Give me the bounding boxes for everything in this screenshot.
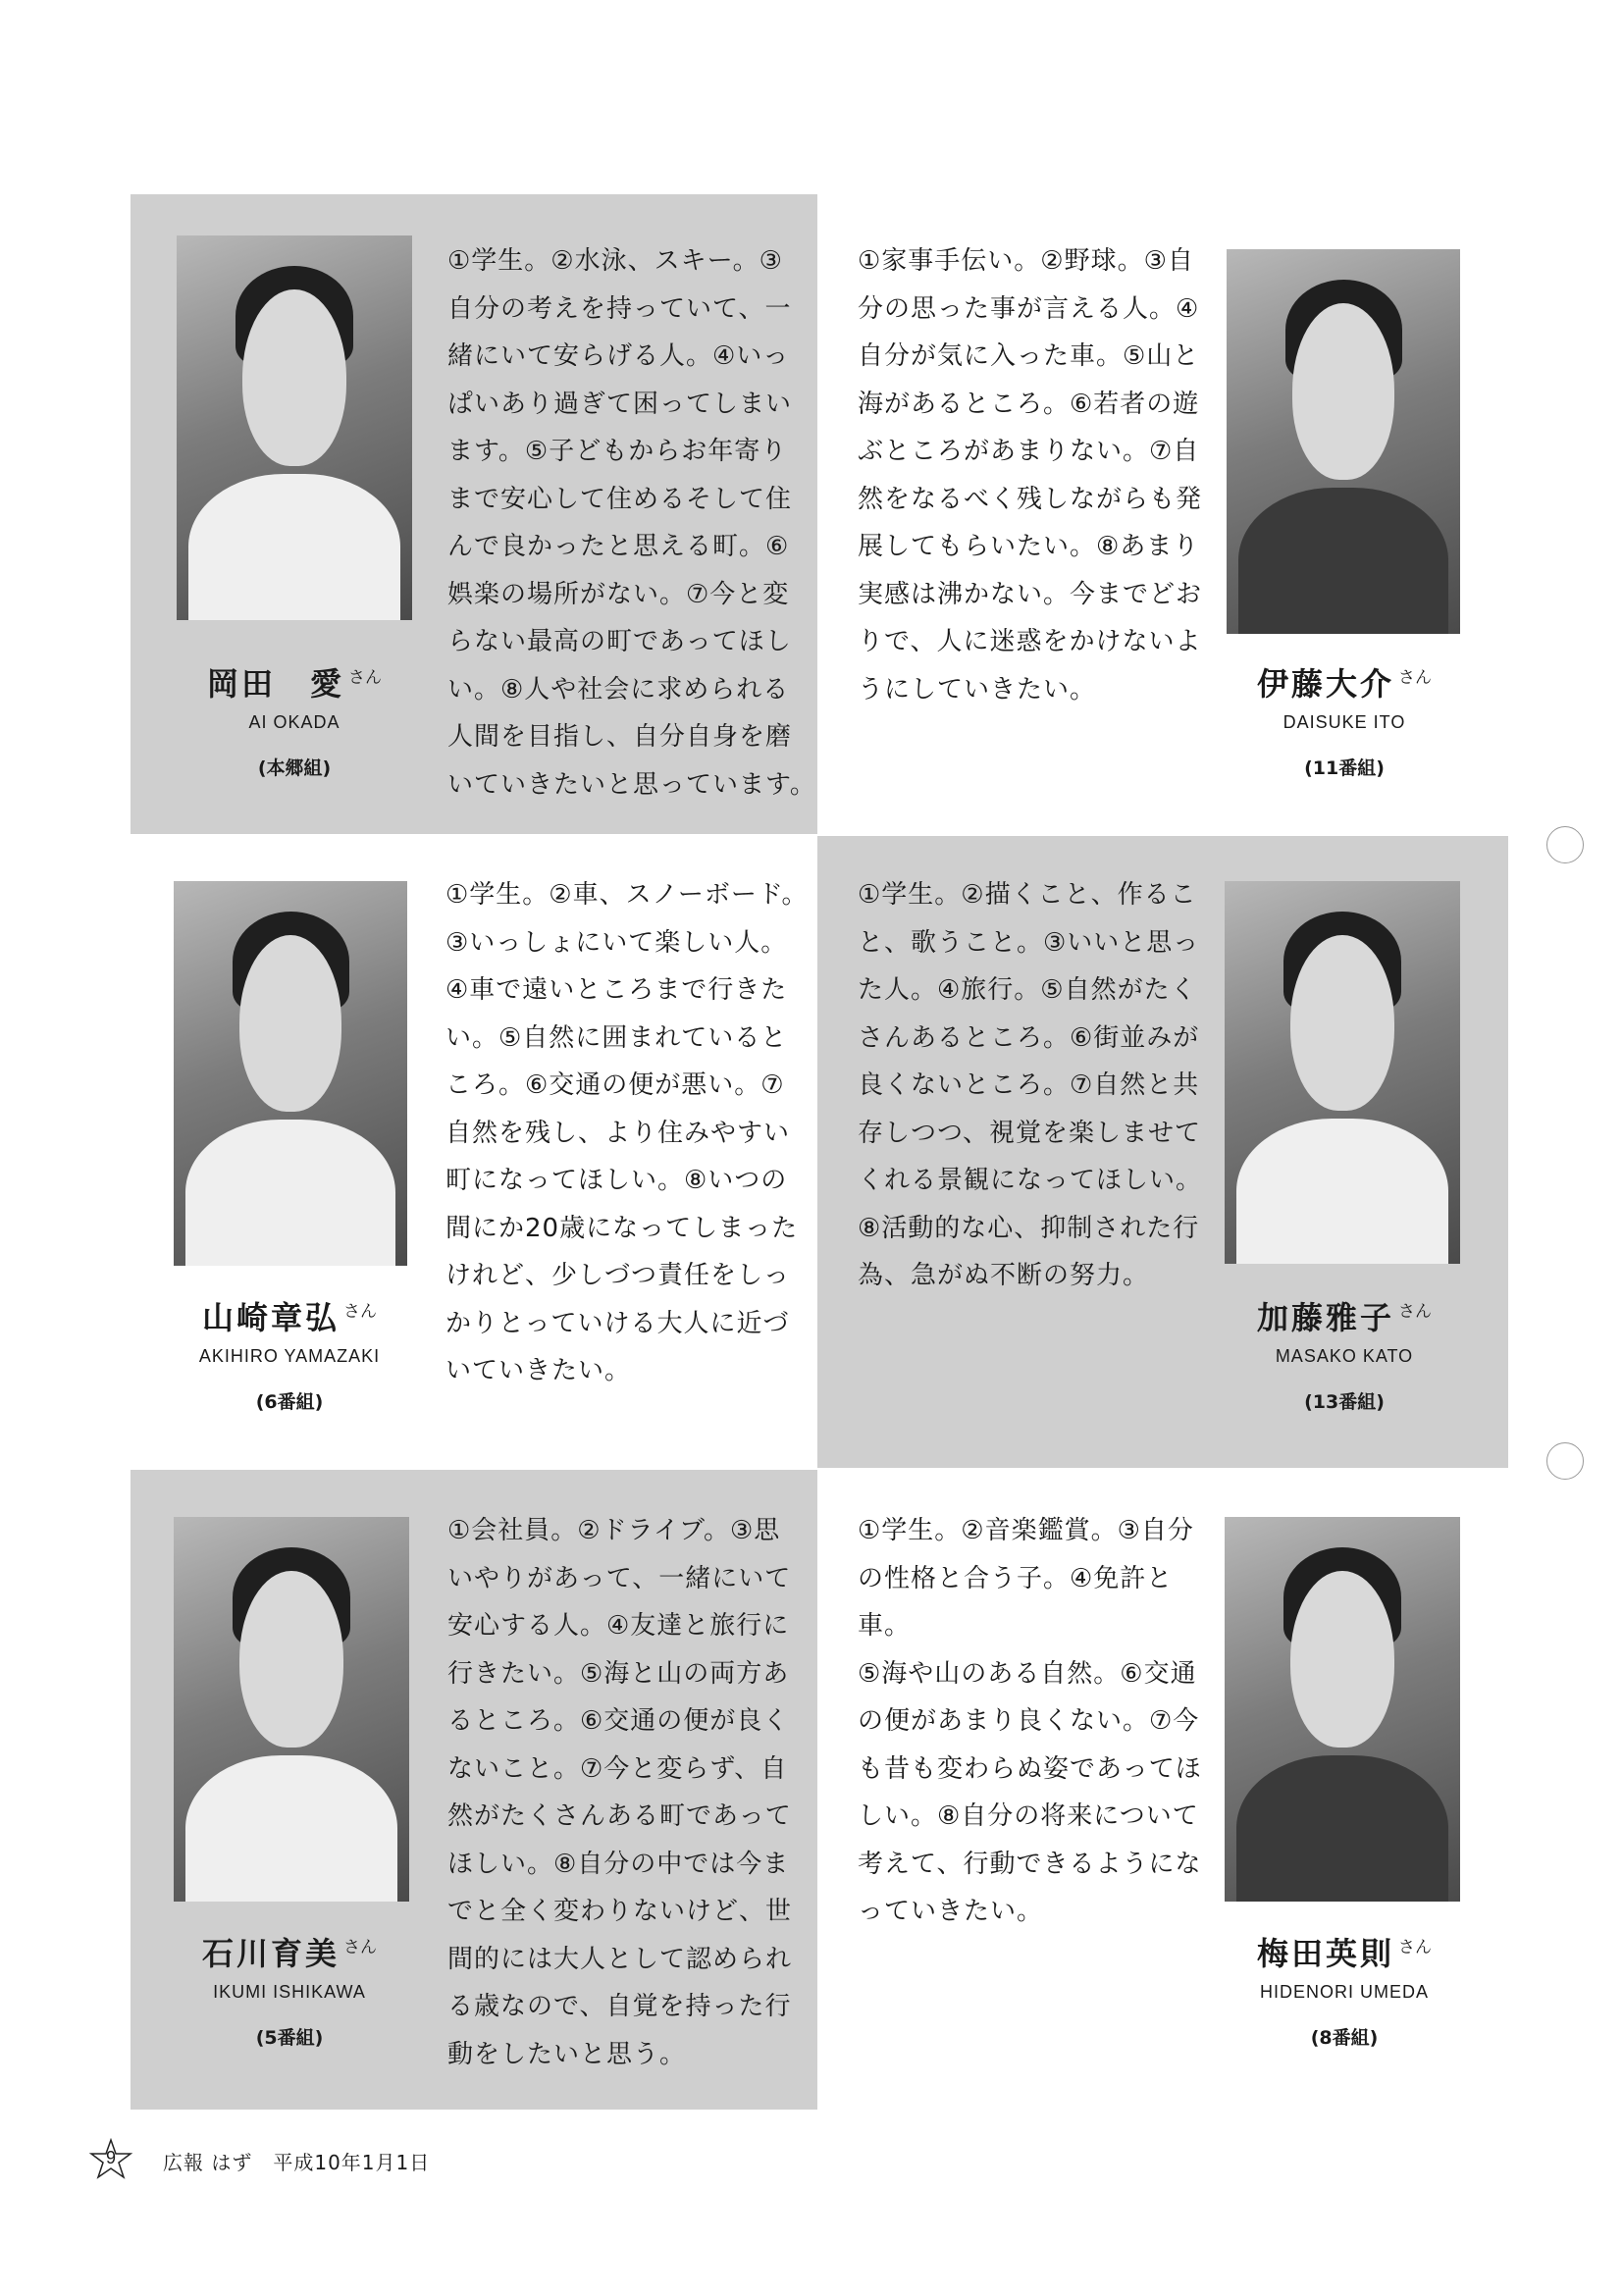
answer-text-ishikawa: ①会社員。②ドライブ。③思 いやりがあって、一緒にいて 安心する人。④友達と旅行に 行きたい。⑤海と山の両方あ るところ。⑥交通の便が良く ないこと。⑦今と変らず、自 然がたくさんある町であって ほしい。⑧自分の中では今ま でと全く変わりないけど、世 間的には大人として認められ る歳なので、自覚を持った行 動をしたいと思う。 (447, 1516, 793, 2069)
portrait-photo-ishikawa (174, 1517, 409, 1902)
footer-publication: 広報 はず 平成10年1月1日 (163, 2150, 431, 2174)
person-romaji-umeda: HIDENORI UMEDA (1259, 1982, 1429, 2002)
portrait-photo-okada (177, 235, 412, 620)
person-name-ito: 伊藤大介 $^{さん}$ (1256, 665, 1432, 703)
person-group-ito: (11番組) (1304, 757, 1385, 779)
answer-text-umeda: ①学生。②音楽鑑賞。③自分 の性格と合う子。④免許と車。 ⑤海や山のある自然。⑥交通 の便があまり良くない。⑦今 も昔も変わらぬ姿であってほ しい。⑧自分の将来について 考えて、行動できるようにな っていきたい。 (858, 1516, 1202, 1926)
person-name-okada: 岡田 愛 $^{さん}$ (206, 665, 382, 703)
person-name-ishikawa: 石川育美 $^{さん}$ (201, 1935, 377, 1972)
page-number: 9 (105, 2148, 116, 2167)
portrait-photo-ito (1227, 249, 1460, 634)
answer-text-kato: ①学生。②描くこと、作るこ と、歌うこと。③いいと思っ た人。④旅行。⑤自然がたく さんあるところ。⑥街並みが 良くないところ。⑦自然と共 存しつつ、視覚を楽しませて くれる景観になってほしい。 ⑧活動的な心、抑制された行 為、急がぬ不断の努力。 (858, 880, 1203, 1290)
portrait-photo-kato (1225, 881, 1460, 1264)
page-footer (88, 2141, 430, 2180)
answer-text-ito: ①家事手伝い。②野球。③自 分の思った事が言える人。④ 自分が気に入った車。⑤山と 海があるところ。⑥若者の遊 ぶところがあまりない。⑦自 然をなるべく残しながらも発 展してもらいたい。⑧あまり 実感は沸かない。今までどお りで、人に迷惑をかけないよ うにしていきたい。 (858, 246, 1203, 704)
person-group-yamazaki: (6番組) (255, 1391, 324, 1413)
binder-hole-lower (1546, 1442, 1584, 1480)
person-name-yamazaki: 山崎章弘 $^{さん}$ (201, 1299, 377, 1336)
person-group-okada: (本郷組) (257, 757, 332, 779)
answer-text-yamazaki: ①学生。②車、スノーボード。 ③いっしょにいて楽しい人。 ④車で遠いところまで行きた い。⑤自然に囲まれていると ころ。⑥交通の便が悪い。⑦ 自然を残し、より住みやすい 町になってほしい。⑧いつの 間にか20歳になってしまった けれど、少しづつ責任をしっ かりとっていける大人に近づ いていきたい。 (445, 880, 809, 1385)
person-romaji-ishikawa: IKUMI ISHIKAWA (213, 1982, 366, 2002)
person-romaji-okada: AI OKADA (248, 712, 340, 732)
person-name-umeda: 梅田英則 $^{さん}$ (1256, 1935, 1432, 1972)
person-group-ishikawa: (5番組) (255, 2027, 324, 2049)
person-name-kato: 加藤雅子 $^{さん}$ (1256, 1299, 1432, 1336)
person-romaji-yamazaki: AKIHIRO YAMAZAKI (198, 1346, 381, 1366)
binder-hole-upper (1546, 826, 1584, 863)
portrait-photo-yamazaki (174, 881, 407, 1266)
person-romaji-ito: DAISUKE ITO (1283, 712, 1406, 732)
page-number-star (88, 2138, 133, 2183)
person-group-umeda: (8番組) (1310, 2027, 1379, 2049)
person-romaji-kato: MASAKO KATO (1275, 1346, 1414, 1366)
answer-text-okada: ①学生。②水泳、スキー。③ 自分の考えを持っていて、一 緒にいて安らげる人。④いっ ぱいあり過ぎて困ってしまい ます。⑤子どもからお年寄り まで安心して住めるそして住 んで良かったと思える町。⑥ 娯楽の場所がない。⑦今と変 らない最高の町であってほし い。⑧人や社会に求められる 人間を目指し、自分自身を磨 いていきたいと思っています。 (447, 246, 816, 800)
person-group-kato: (13番組) (1304, 1391, 1385, 1413)
portrait-photo-umeda (1225, 1517, 1460, 1902)
